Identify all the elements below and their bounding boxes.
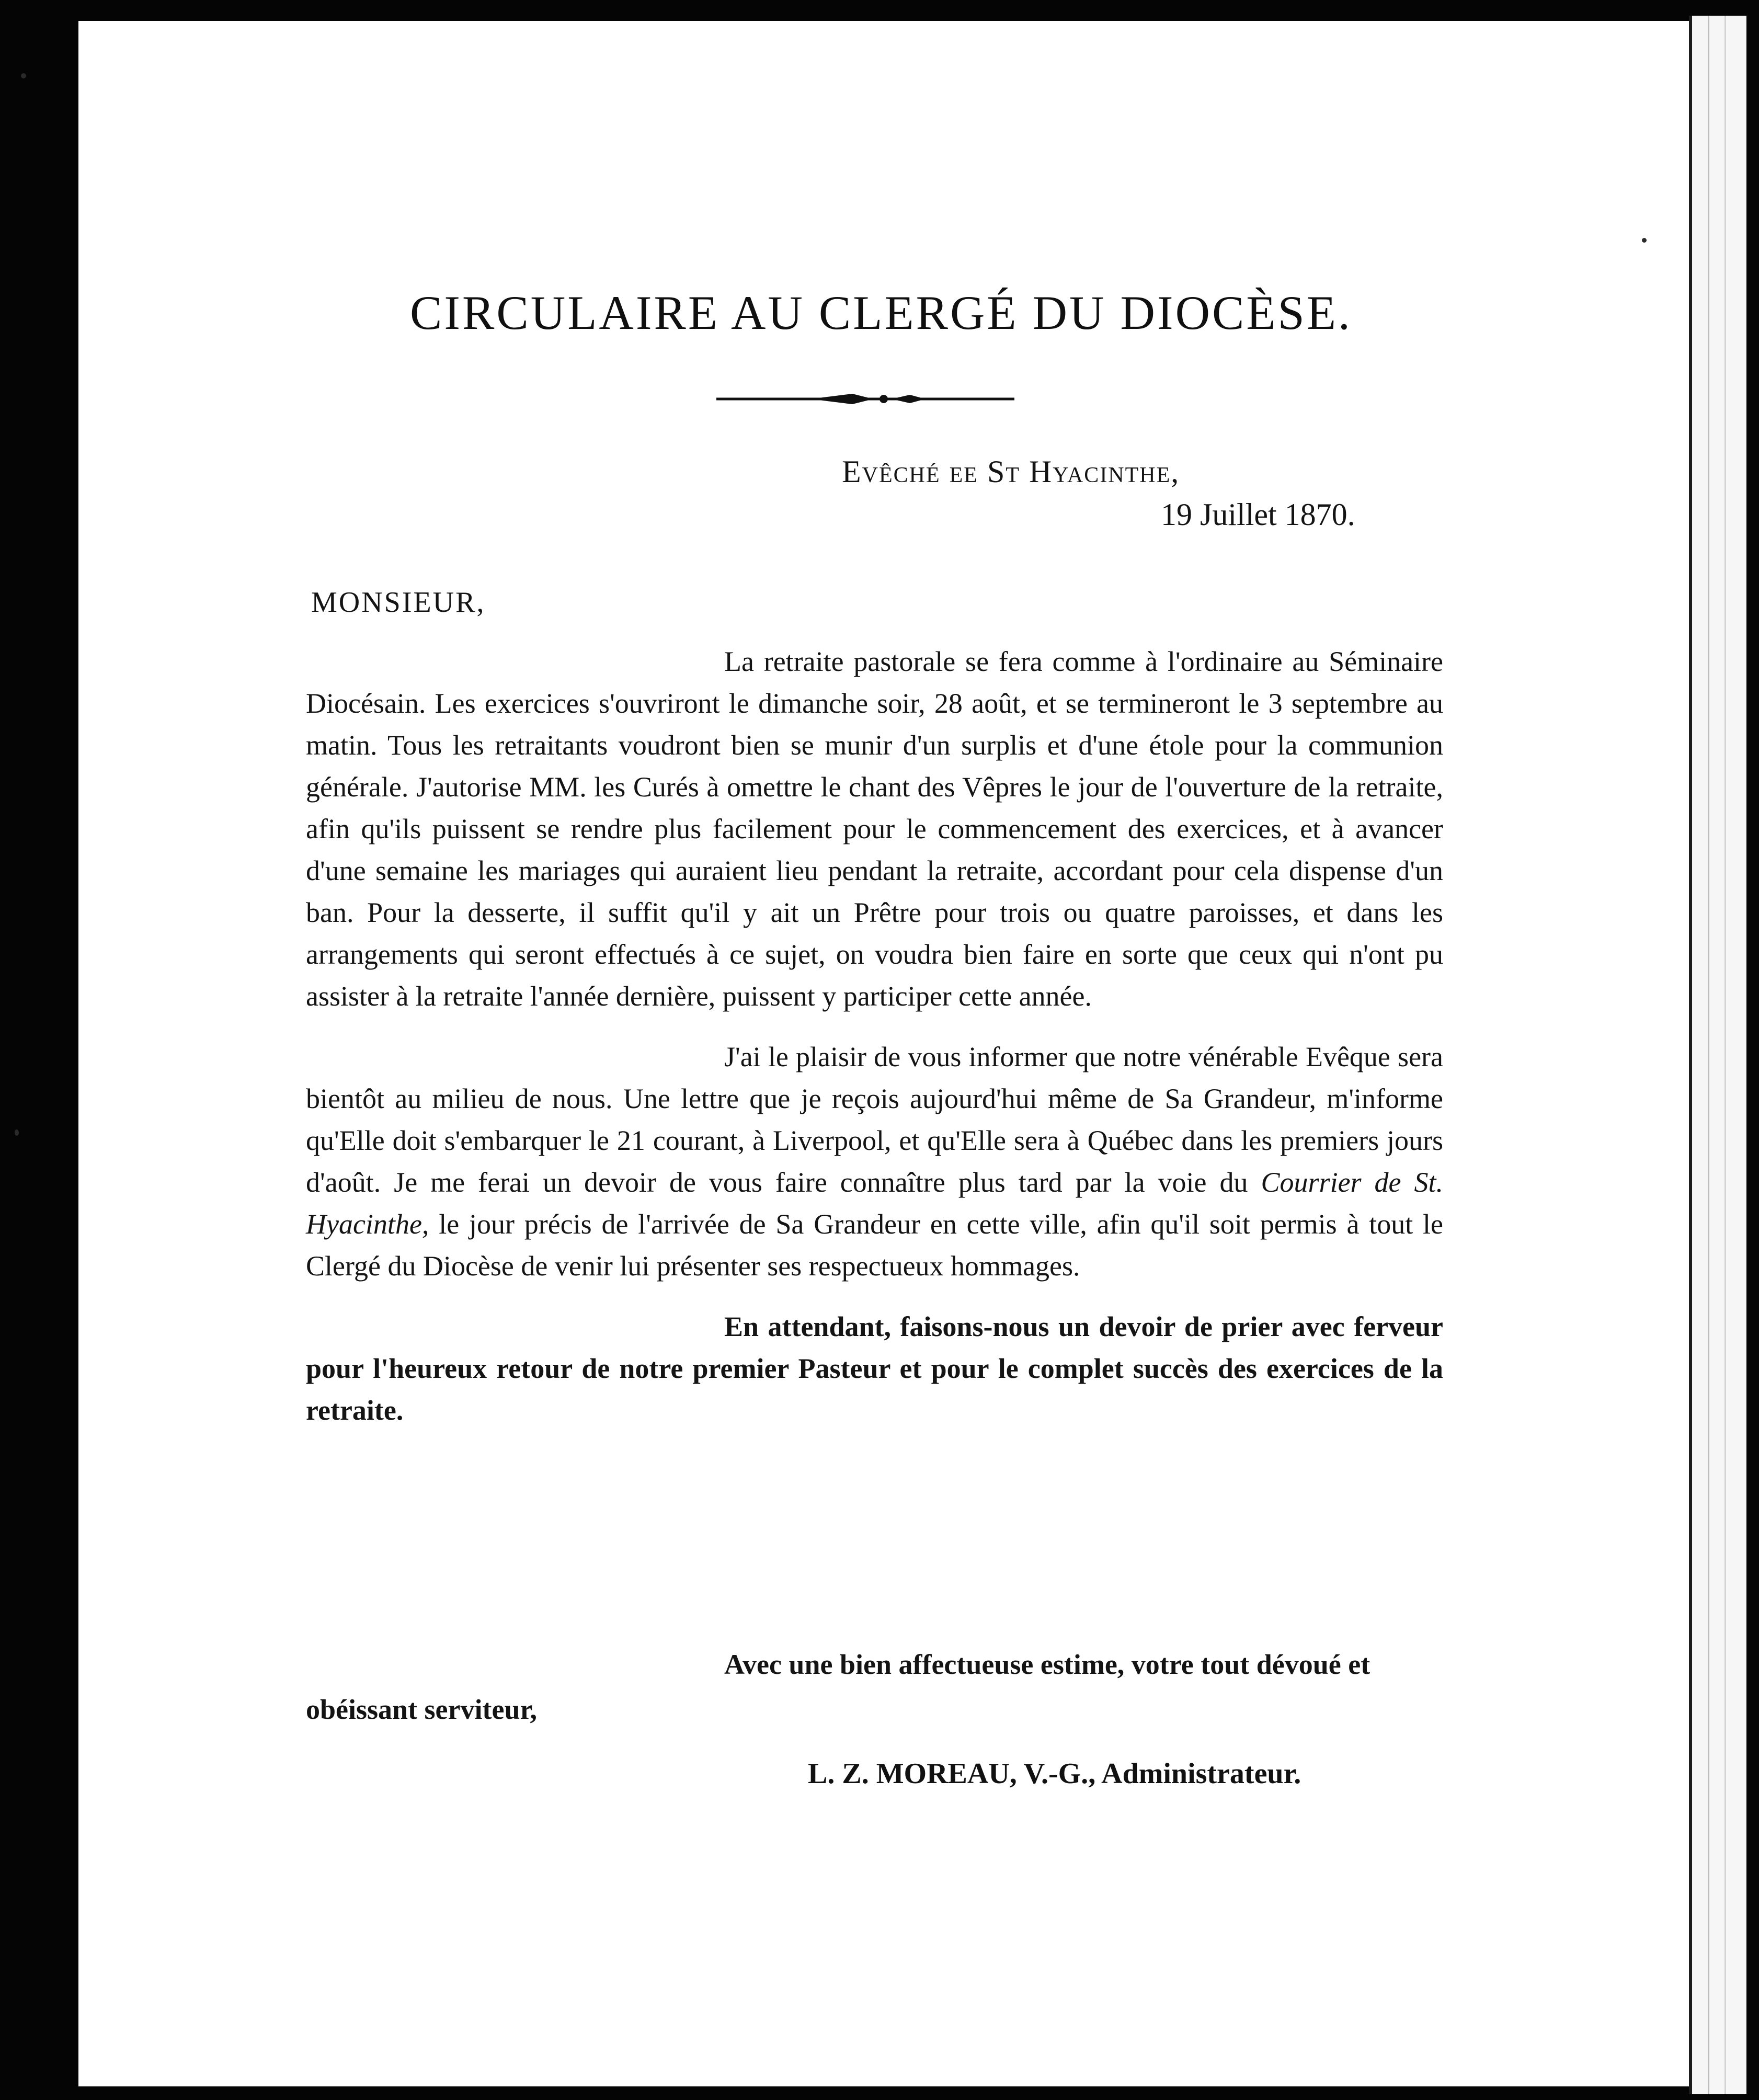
signature: L. Z. MOREAU, V.-G., Administrateur. — [808, 1757, 1301, 1790]
paragraph-prayer: En attendant, faisons-nous un devoir de prier avec ferveur pour l'heureux retour de notre premier Pasteur et pour le complet succès des exercices de la retraite. — [306, 1311, 1443, 1426]
letter-place: Evêché ee St Hyacinthe, — [842, 454, 1180, 489]
ornament-divider — [716, 390, 1014, 408]
paragraph-bishop-return — [306, 1036, 1443, 1287]
closing-formula — [306, 1642, 1443, 1732]
scan-speck — [1642, 238, 1647, 243]
page-edge-strip — [1689, 16, 1746, 2094]
paragraph-text: le jour précis de l'arrivée de Sa Grandeur en cette ville, afin qu'il soit permis à tout le Clergé du Diocèse de venir lui présenter ses respectueux hommages. — [306, 1208, 1443, 1282]
scan-speck — [21, 73, 26, 78]
salutation: MONSIEUR, — [311, 586, 486, 619]
letter-body — [306, 641, 1443, 1450]
closing-text: Avec une bien affectueuse estime, votre tout dévoué et obéissant serviteur, — [306, 1649, 1370, 1725]
document-title: CIRCULAIRE AU CLERGÉ DU DIOCÈSE. — [410, 286, 1352, 339]
scan-speck — [15, 1129, 19, 1136]
paragraph-retreat: La retraite pastorale se fera comme à l'ordinaire au Séminaire Diocésain. Les exercices s'ouvriront le dimanche soir, 28 août, et se termineront le 3 septembre au matin. Tous les retraitants voudront bien se munir d'un surplis et d'une étole pour la communion générale. J'autorise MM. les Curés à omettre le chant des Vêpres le jour de l'ouverture de la retraite, afin qu'ils puissent se rendre plus facilement pour le commencement des exercices, et à avancer d'une semaine les mariages qui auraient lieu pendant la retraite, accordant pour cela dispense d'un ban. Pour la desserte, il suffit qu'il y ait un Prêtre pour trois ou quatre paroisses, et dans les arrangements qui seront effectués à ce sujet, on voudra bien faire en sorte que ceux qui n'ont pu assister à la retraite l'année dernière, puissent y participer cette année. — [306, 646, 1443, 1012]
letter-date: 19 Juillet 1870. — [1161, 497, 1355, 532]
paragraph-text: J'ai le plaisir de vous informer que notre vénérable Evêque sera bientôt au milieu de nous. Une lettre que je reçois aujourd'hui même de Sa Grandeur, m'informe qu'Elle doit s'embarquer le 21 courant, à Liverpool, et qu'Elle sera à Québec dans les premiers jours d'août. Je me ferai un devoir de vous faire connaître plus tard par la voie du — [306, 1041, 1443, 1198]
newspaper-title: Courrier de St. Hyacinthe, — [306, 1167, 1443, 1240]
